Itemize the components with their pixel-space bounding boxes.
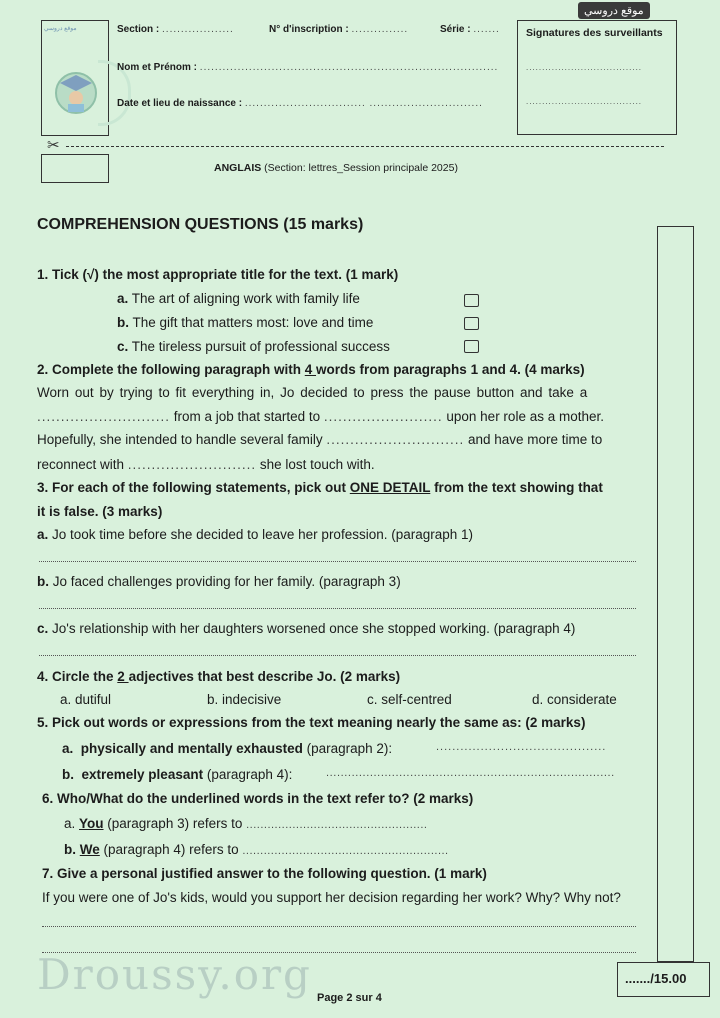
- q3-answer-line-c[interactable]: [39, 655, 636, 656]
- page-number: Page 2 sur 4: [317, 992, 382, 1004]
- exam-title: ANGLAIS (Section: lettres_Session principale 2025): [214, 162, 458, 174]
- q1-option-b: b. The gift that matters most: love and time: [117, 315, 374, 330]
- q3-answer-line-a[interactable]: [39, 561, 636, 562]
- q7-prompt: 7. Give a personal justified answer to the following question. (1 mark): [42, 866, 487, 881]
- q2-line-4: reconnect with ........................... she lost touch with.: [37, 457, 375, 472]
- score-text: ......./15.00: [625, 971, 687, 986]
- anonymous-code-box: [41, 154, 109, 183]
- q4-option-b[interactable]: b. indecisive: [207, 692, 282, 707]
- scissors-icon: ✂: [47, 137, 60, 154]
- q2-line-1: Worn out by trying to fit everything in, Jo decided to press the pause button and take a: [37, 385, 588, 400]
- school-logo-icon: [52, 65, 100, 117]
- q2-blank-2[interactable]: .........................: [323, 409, 443, 424]
- cut-line: [66, 146, 664, 147]
- q4-option-c[interactable]: c. self-centred: [367, 692, 452, 707]
- signatures-title: Signatures des surveillants: [526, 27, 663, 39]
- q1-checkbox-b[interactable]: [464, 317, 479, 330]
- q3-prompt-line-2: it is false. (3 marks): [37, 504, 163, 519]
- q2-blank-4[interactable]: ...........................: [127, 457, 257, 472]
- signature-line-1[interactable]: ....................................: [526, 63, 643, 72]
- q6-item-a: a. You (paragraph 3) refers to ...................................................: [64, 816, 428, 831]
- q1-option-a: a. The art of aligning work with family life: [117, 291, 360, 306]
- signatures-box: [517, 20, 677, 135]
- section-field[interactable]: Section : ...................: [117, 24, 234, 35]
- q7-answer-line-1[interactable]: [42, 926, 636, 927]
- birth-field[interactable]: Date et lieu de naissance : ................................ ..............................: [117, 98, 483, 109]
- signature-line-2[interactable]: ....................................: [526, 97, 643, 106]
- q6-item-b: b. We (paragraph 4) refers to ..........................................................: [64, 842, 449, 857]
- q3-prompt: 3. For each of the following statements, pick out ONE DETAIL from the text showing that: [37, 480, 603, 495]
- q5-prompt: 5. Pick out words or expressions from the text meaning nearly the same as: (2 marks): [37, 715, 586, 730]
- q3-answer-line-b[interactable]: [39, 608, 636, 609]
- q4-option-d[interactable]: d. considerate: [532, 692, 617, 707]
- q2-line-2: ............................ from a job that started to ......................... upon her role as a mother.: [37, 409, 604, 424]
- q6-answer-a[interactable]: ...................................................: [246, 819, 428, 831]
- site-badge: موقع دروسي: [578, 2, 650, 19]
- q5-answer-a[interactable]: ..........................................: [436, 741, 607, 753]
- q1-option-c: c. The tireless pursuit of professional success: [117, 339, 390, 354]
- section-title: COMPREHENSION QUESTIONS (15 marks): [37, 216, 364, 233]
- serie-field[interactable]: Série : .......: [440, 24, 500, 35]
- q4-option-a[interactable]: a. dutiful: [60, 692, 112, 707]
- q6-answer-b[interactable]: ..........................................................: [242, 845, 449, 857]
- q5-item-a: a. physically and mentally exhausted (paragraph 2):: [62, 741, 393, 756]
- q2-blank-1[interactable]: ............................: [37, 409, 171, 424]
- watermark: Droussy.org: [37, 950, 312, 999]
- q2-blank-3[interactable]: .............................: [326, 432, 465, 447]
- margin-column: [657, 226, 694, 962]
- q1-checkbox-c[interactable]: [464, 340, 479, 353]
- q3-statement-a: a. Jo took time before she decided to leave her profession. (paragraph 1): [37, 527, 474, 542]
- q2-prompt: 2. Complete the following paragraph with 4 words from paragraphs 1 and 4. (4 marks): [37, 362, 585, 377]
- q4-prompt: 4. Circle the 2 adjectives that best describe Jo. (2 marks): [37, 669, 401, 684]
- score-box: [617, 962, 710, 997]
- q1-prompt: 1. Tick (√) the most appropriate title for the text. (1 mark): [37, 267, 399, 282]
- q5-answer-b[interactable]: ...............................................................................: [326, 767, 615, 779]
- q6-prompt: 6. Who/What do the underlined words in the text refer to? (2 marks): [42, 791, 474, 806]
- q2-line-3: Hopefully, she intended to handle several family ............................. and have more time to: [37, 432, 603, 447]
- name-field[interactable]: Nom et Prénom : ...............................................................................: [117, 62, 499, 73]
- q1-checkbox-a[interactable]: [464, 294, 479, 307]
- q7-question: If you were one of Jo's kids, would you support her decision regarding her work? Why? Why not?: [42, 890, 621, 905]
- q3-statement-b: b. Jo faced challenges providing for her family. (paragraph 3): [37, 574, 401, 589]
- q3-statement-c: c. Jo's relationship with her daughters worsened once she stopped working. (paragraph 4): [37, 621, 576, 636]
- q5-item-b: b. extremely pleasant (paragraph 4):: [62, 767, 293, 782]
- inscription-field[interactable]: N° d'inscription : ...............: [269, 24, 409, 35]
- tiny-site-label: موقع دروسي: [44, 26, 77, 32]
